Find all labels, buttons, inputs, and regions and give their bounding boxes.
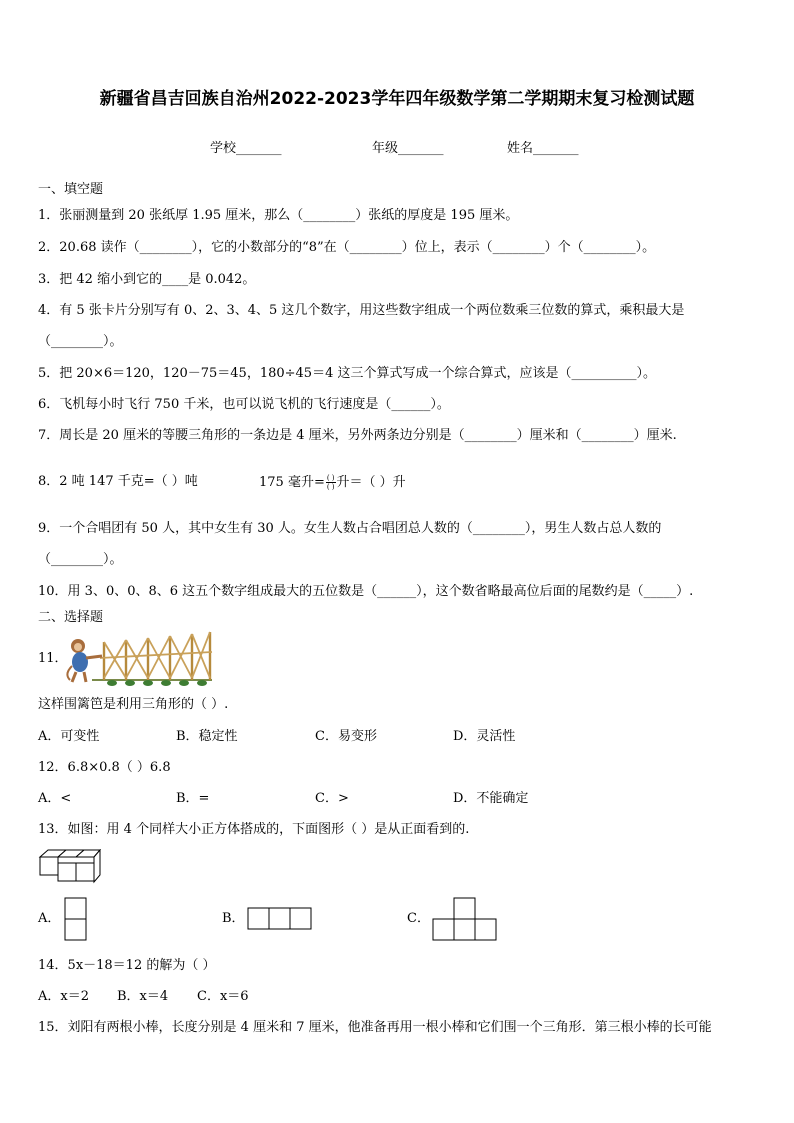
question-9-cont: （________）。	[38, 552, 123, 567]
q11-option-c[interactable]: C．易变形	[315, 729, 377, 744]
question-12: 12．6.8×0.8（ ）6.8	[38, 760, 171, 775]
q8-liter-label: 升＝（ ）升	[336, 475, 406, 490]
q8-ml-label: 175 毫升=	[259, 475, 325, 490]
q8-fraction-den: ( )	[326, 483, 335, 491]
question-1: 1．张丽测量到 20 张纸厚 1.95 厘米，那么（________）张纸的厚度是 195 厘米。	[38, 208, 519, 223]
question-6: 6．飞机每小时飞行 750 千米，也可以说飞机的飞行速度是（______）。	[38, 397, 450, 412]
q11-option-b[interactable]: B．稳定性	[176, 729, 238, 744]
q8-fraction-num: ( )	[326, 474, 335, 482]
q13-option-b[interactable]: B．	[222, 911, 245, 926]
q11-option-d[interactable]: D．灵活性	[453, 729, 516, 744]
q11-option-a[interactable]: A．可变性	[38, 729, 100, 744]
cube-stack-figure	[38, 849, 102, 885]
q8-fraction	[326, 474, 336, 491]
question-10: 10．用 3、0、0、8、6 这五个数字组成最大的五位数是（______），这个数省略最高位后面的尾数约是（_____）.	[38, 584, 694, 599]
q12-option-b[interactable]: B．=	[176, 791, 210, 806]
question-15: 15．刘阳有两根小棒，长度分别是 4 厘米和 7 厘米，他准备再用一根小棒和它们围一个三角形．第三根小棒的长可能	[38, 1020, 712, 1035]
question-5: 5．把 20×6＝120，120－75＝45，180÷45＝4 这三个算式写成一个综合算式，应该是（__________）。	[38, 366, 656, 381]
q13-figure-c[interactable]	[432, 897, 498, 943]
question-8-part2	[259, 474, 406, 491]
q12-option-a[interactable]: A．<	[38, 791, 72, 806]
question-3: 3．把 42 缩小到它的____是 0.042。	[38, 272, 256, 287]
section-choice: 二、选择题	[38, 610, 104, 625]
q13-figure-b[interactable]	[247, 907, 313, 931]
q14-option-b[interactable]: B．x＝4	[117, 989, 169, 1004]
name-field: 姓名_______	[507, 141, 579, 156]
question-13: 13．如图：用 4 个同样大小正方体搭成的，下面图形（ ）是从正面看到的.	[38, 822, 470, 837]
grade-field: 年级_______	[372, 141, 444, 156]
q13-option-c[interactable]: C．	[407, 911, 430, 926]
question-11: 11．	[38, 651, 68, 666]
q13-figure-a[interactable]	[64, 897, 88, 943]
q14-option-a[interactable]: A．x＝2	[38, 989, 89, 1004]
page-title: 新疆省昌吉回族自治州2022-2023学年四年级数学第二学期期末复习检测试题	[99, 89, 695, 109]
question-14: 14．5x－18＝12 的解为（ ）	[38, 958, 216, 973]
question-2: 2．20.68 读作（________），它的小数部分的“8”在（________）位上，表示（________）个（________）。	[38, 240, 656, 255]
q12-option-c[interactable]: C．>	[315, 791, 349, 806]
school-field: 学校_______	[210, 141, 282, 156]
q13-option-a[interactable]: A．	[38, 911, 61, 926]
question-9: 9．一个合唱团有 50 人，其中女生有 30 人。女生人数占合唱团总人数的（________），男生人数占总人数的	[38, 521, 662, 536]
question-8-part1: 8．2 吨 147 千克=（ ）吨	[38, 474, 198, 489]
section-fill-in: 一、填空题	[38, 182, 104, 197]
fence-monkey-illustration	[64, 628, 214, 690]
question-11-stem: 这样围篱笆是利用三角形的（ ）.	[38, 697, 229, 712]
question-7: 7．周长是 20 厘米的等腰三角形的一条边是 4 厘米，另外两条边分别是（________）厘米和（________）厘米.	[38, 428, 677, 443]
monkey-icon	[67, 639, 102, 682]
question-4-cont: （________）。	[38, 334, 123, 349]
q12-option-d[interactable]: D．不能确定	[453, 791, 529, 806]
q14-option-c[interactable]: C．x＝6	[197, 989, 249, 1004]
question-4: 4．有 5 张卡片分别写有 0、2、3、4、5 这几个数字，用这些数字组成一个两位数乘三位数的算式，乘积最大是	[38, 303, 685, 318]
